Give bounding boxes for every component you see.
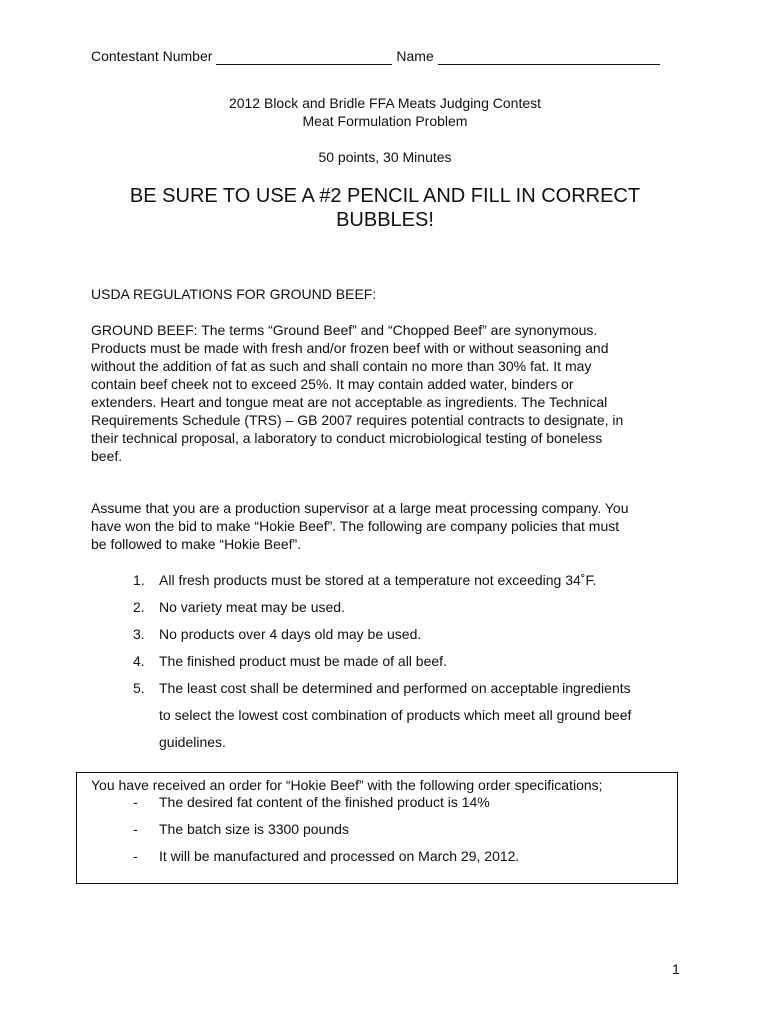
bullet-dash: - xyxy=(133,821,138,837)
usda-regulation-text xyxy=(91,321,691,465)
list-item xyxy=(133,598,693,616)
usda-heading: USDA REGULATIONS FOR GROUND BEEF: xyxy=(91,286,377,302)
list-text: It will be manufactured and processed on March 29, 2012. xyxy=(159,848,520,864)
list-item xyxy=(133,820,519,847)
list-text xyxy=(159,675,631,756)
order-spec-list xyxy=(133,793,519,874)
list-item xyxy=(133,793,519,820)
contest-title: 2012 Block and Bridle FFA Meats Judging Contest xyxy=(228,95,542,111)
text-line: extenders. Heart and tongue meat are not acceptable as ingredients. The Technical xyxy=(91,394,608,410)
order-intro: You have received an order for “Hokie Beef” with the following order specifications; xyxy=(91,777,603,793)
text-line: guidelines. xyxy=(159,734,226,750)
text-line: without the addition of fat as such and shall contain no more than 30% fat. It may xyxy=(91,358,592,374)
pencil-warning-line: BUBBLES! xyxy=(336,209,434,231)
order-specifications-box xyxy=(76,772,678,884)
contestant-number-blank[interactable] xyxy=(216,48,392,65)
text-line: have won the bid to make “Hokie Beef”. The following are company policies that must xyxy=(91,518,620,534)
list-number: 4. xyxy=(133,653,145,669)
list-item xyxy=(133,571,693,589)
points-time: 50 points, 30 Minutes xyxy=(318,149,452,165)
text-line: Requirements Schedule (TRS) – GB 2007 requires potential contracts to designate, in xyxy=(91,412,624,428)
page-number: 1 xyxy=(672,961,680,977)
name-label: Name xyxy=(396,48,434,64)
scenario-text xyxy=(91,499,691,553)
list-item xyxy=(133,652,693,670)
bullet-dash: - xyxy=(133,794,138,810)
text-line: Products must be made with fresh and/or frozen beef with or without seasoning and xyxy=(91,340,609,356)
text-line: contain beef cheek not to exceed 25%. It may contain added water, binders or xyxy=(91,376,574,392)
text-line: to select the lowest cost combination of products which meet all ground beef xyxy=(159,707,632,723)
text-line: beef. xyxy=(91,448,123,464)
name-blank[interactable] xyxy=(438,48,660,65)
list-number: 5. xyxy=(133,680,145,696)
list-text: No products over 4 days old may be used. xyxy=(159,626,422,642)
contestant-number-label: Contestant Number xyxy=(91,48,213,64)
contestant-header xyxy=(91,47,681,65)
bullet-dash: - xyxy=(133,848,138,864)
list-text: No variety meat may be used. xyxy=(159,599,345,615)
pencil-warning-line: BE SURE TO USE A #2 PENCIL AND FILL IN CORRECT xyxy=(129,185,641,207)
list-number: 1. xyxy=(133,572,145,588)
list-number: 2. xyxy=(133,599,145,615)
list-number: 3. xyxy=(133,626,145,642)
list-item xyxy=(133,847,519,874)
pencil-warning xyxy=(0,184,770,232)
company-policy-list xyxy=(133,571,693,765)
list-item xyxy=(133,675,693,756)
text-line: their technical proposal, a laboratory to conduct microbiological testing of boneless xyxy=(91,430,603,446)
text-line: Assume that you are a production supervisor at a large meat processing company. You xyxy=(91,500,629,516)
list-text: The batch size is 3300 pounds xyxy=(159,821,349,837)
list-text: The desired fat content of the finished product is 14% xyxy=(159,794,490,810)
list-item xyxy=(133,625,693,643)
list-text: All fresh products must be stored at a temperature not exceeding 34˚F. xyxy=(159,572,597,588)
text-line: The least cost shall be determined and performed on acceptable ingredients xyxy=(159,680,631,696)
text-line: be followed to make “Hokie Beef”. xyxy=(91,536,302,552)
text-line: GROUND BEEF: The terms “Ground Beef” and “Chopped Beef” are synonymous. xyxy=(91,322,598,338)
list-text: The finished product must be made of all beef. xyxy=(159,653,447,669)
problem-title: Meat Formulation Problem xyxy=(302,113,468,129)
